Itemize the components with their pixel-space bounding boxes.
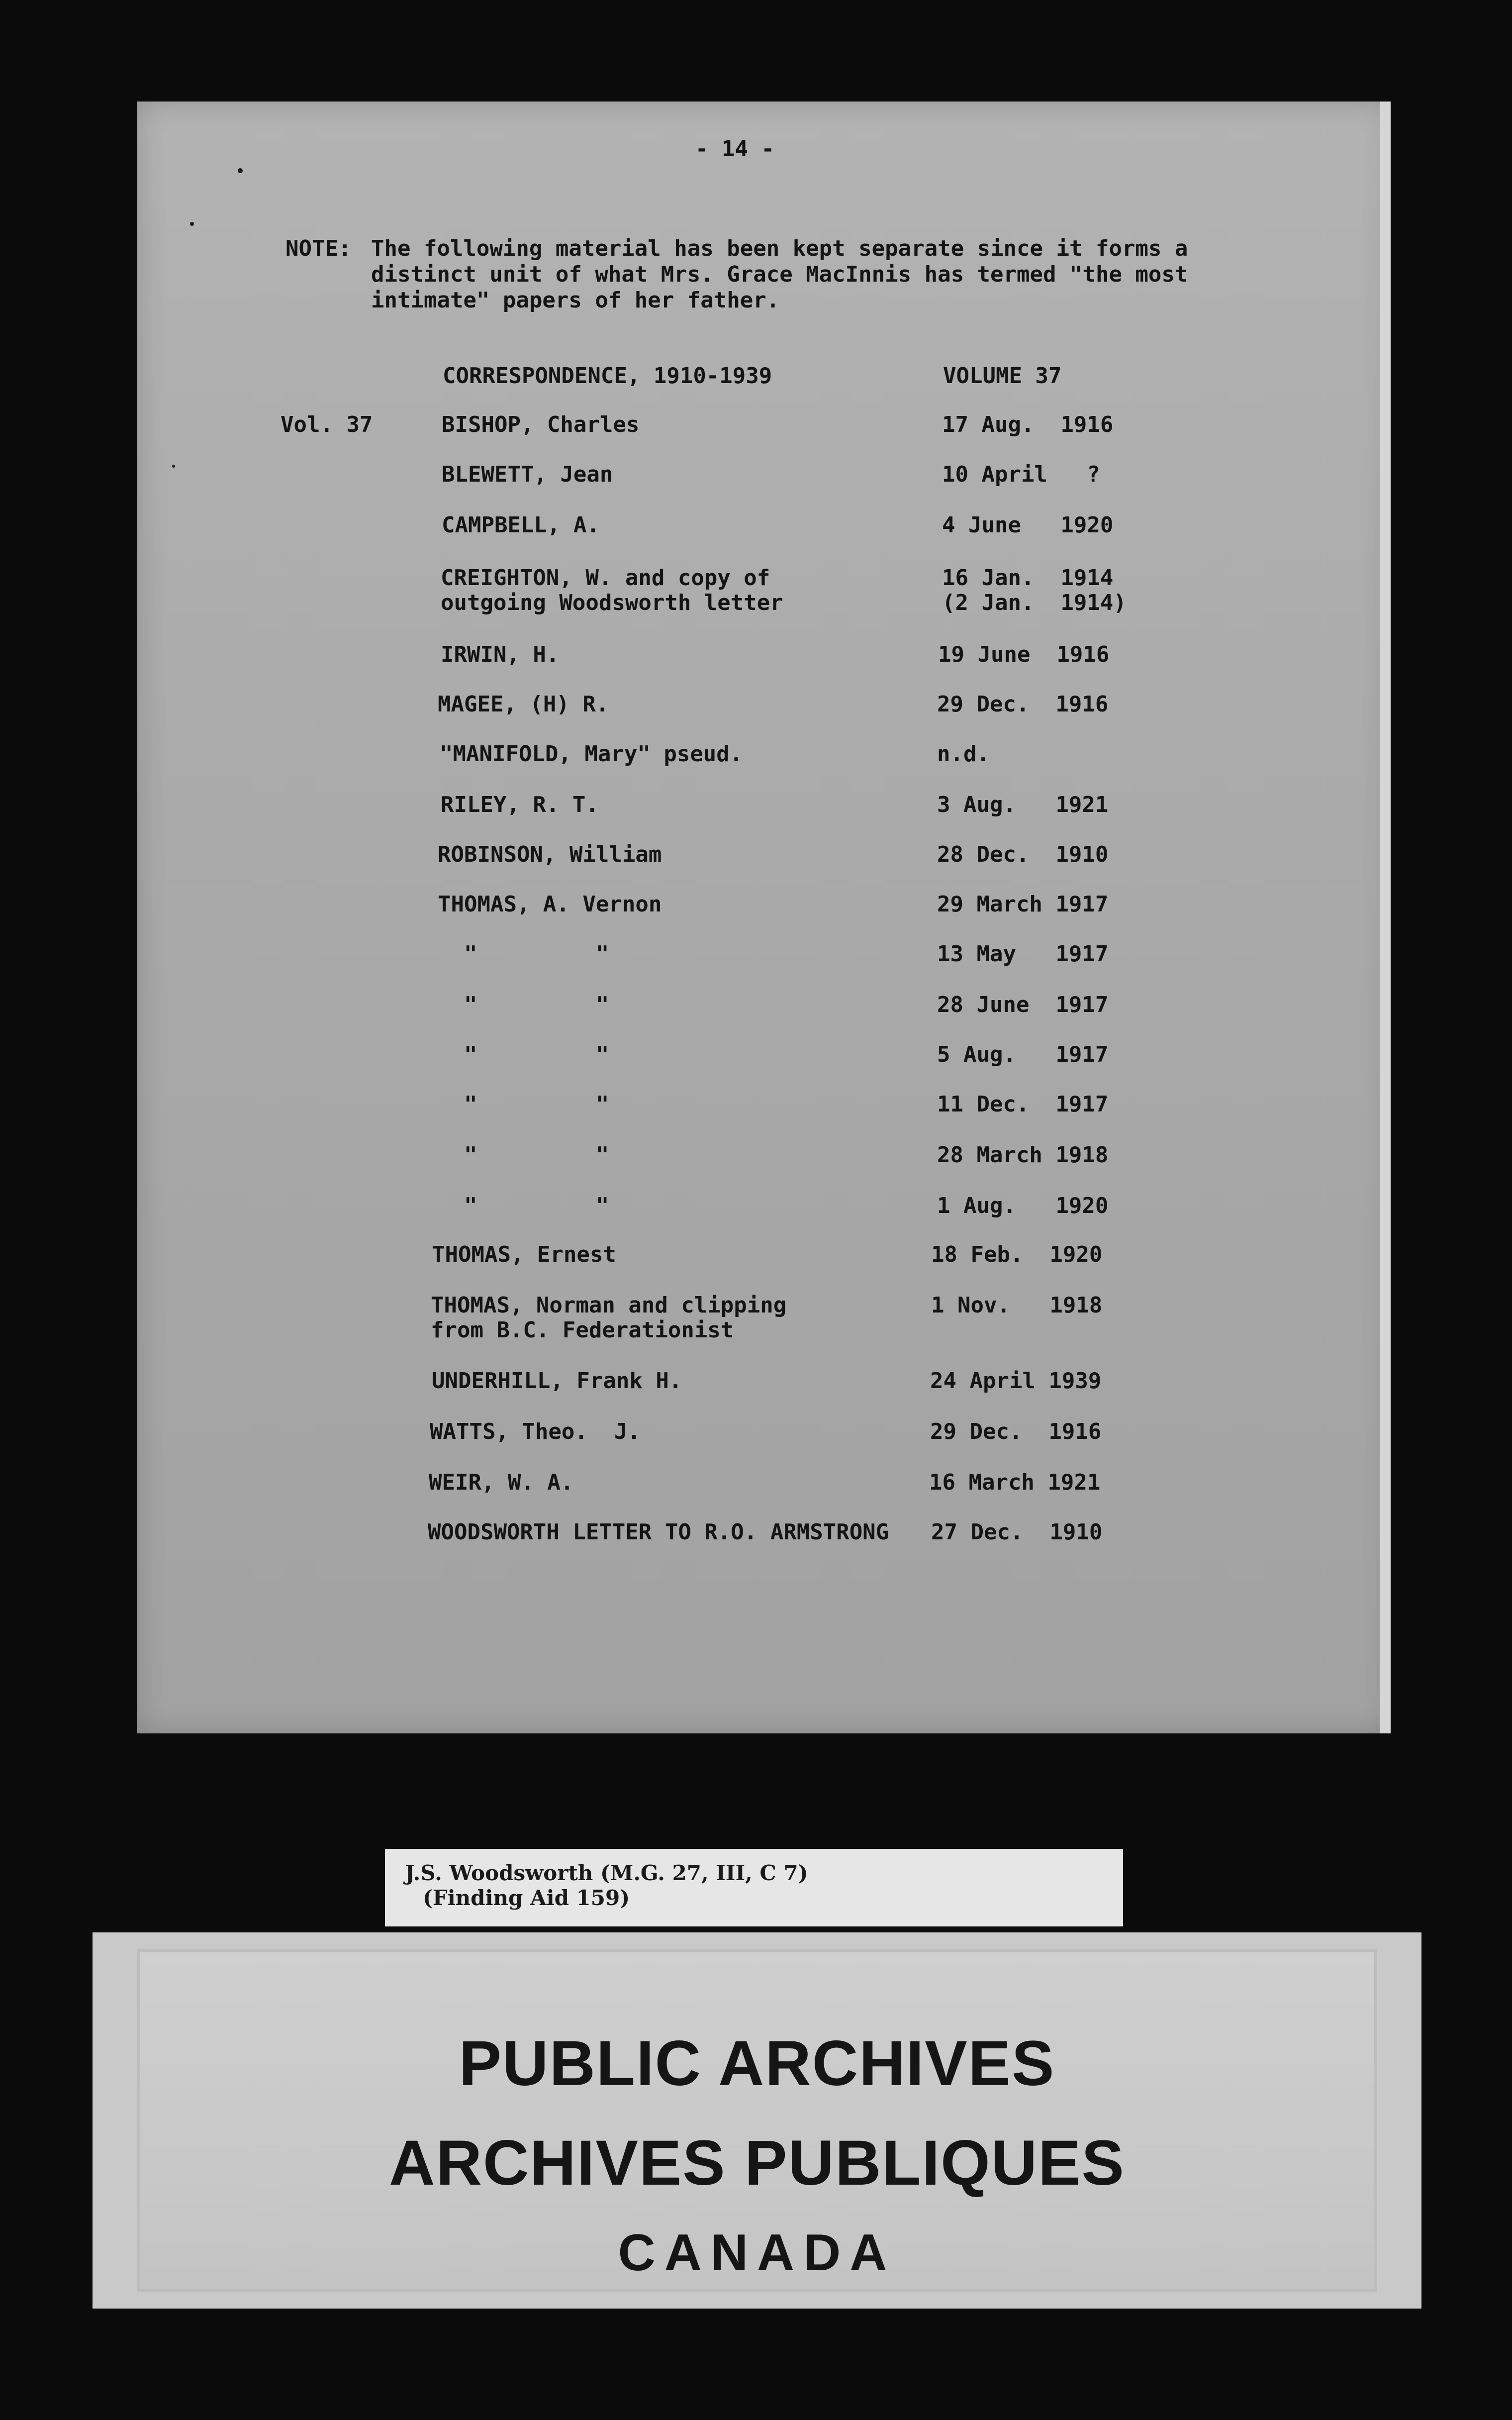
entry-date: 29 Dec. 1916: [930, 1419, 1102, 1444]
entry-date: 28 June 1917: [937, 992, 1109, 1017]
page-number: - 14 -: [695, 136, 774, 162]
entry-name: " ": [438, 1142, 609, 1168]
banner-line-english: PUBLIC ARCHIVES: [459, 2028, 1055, 2099]
entry-date: 3 Aug. 1921: [937, 792, 1109, 817]
finding-aid-label: [385, 1849, 1123, 1926]
banner-card: [140, 1952, 1374, 2289]
entry-name: from B.C. Federationist: [431, 1317, 734, 1343]
note-line: distinct unit of what Mrs. Grace MacInnis has termed "the most: [371, 262, 1188, 287]
note-line: intimate" papers of her father.: [371, 288, 780, 313]
entry-date: 16 Jan. 1914: [942, 565, 1114, 591]
entry-date: n.d.: [937, 741, 990, 767]
entry-date: 27 Dec. 1910: [931, 1519, 1103, 1545]
entry-date: 10 April ?: [942, 462, 1100, 487]
entry-date: 11 Dec. 1917: [937, 1092, 1109, 1117]
entry-date: 24 April 1939: [930, 1368, 1102, 1394]
entry-name: " ": [438, 1042, 609, 1067]
volume-reference: Vol. 37: [281, 412, 373, 437]
entry-date: 29 Dec. 1916: [937, 692, 1109, 717]
entry-date: 28 Dec. 1910: [937, 842, 1109, 867]
entry-name: CREIGHTON, W. and copy of: [441, 565, 770, 591]
entry-name: THOMAS, Ernest: [432, 1242, 616, 1267]
entry-name: THOMAS, A. Vernon: [438, 892, 662, 917]
entry-name: " ": [438, 1092, 609, 1117]
entry-date: 13 May 1917: [937, 941, 1109, 967]
note-line: The following material has been kept separate since it forms a: [371, 236, 1188, 261]
entry-name: CAMPBELL, A.: [442, 512, 600, 538]
entry-date: 5 Aug. 1917: [937, 1042, 1109, 1067]
entry-date: 16 March 1921: [929, 1470, 1101, 1495]
banner-line-country: CANADA: [618, 2224, 896, 2282]
scan-speck: [190, 222, 194, 226]
entry-name: "MANIFOLD, Mary" pseud.: [440, 741, 743, 767]
entry-date: 1 Aug. 1920: [937, 1193, 1109, 1218]
entry-name: " ": [438, 941, 609, 967]
entry-name: WOODSWORTH LETTER TO R.O. ARMSTRONG: [428, 1519, 889, 1545]
correspondence-header: CORRESPONDENCE, 1910-1939: [443, 363, 772, 389]
entry-name: WATTS, Theo. J.: [430, 1419, 641, 1444]
archives-banner: [93, 1932, 1421, 2309]
entry-name: BISHOP, Charles: [442, 412, 640, 437]
scan-speck: [172, 465, 175, 468]
entry-name: outgoing Woodsworth letter: [441, 590, 783, 615]
document-page: [137, 101, 1391, 1733]
entry-name: IRWIN, H.: [441, 642, 560, 667]
entry-date: 4 June 1920: [942, 512, 1114, 538]
scan-speck: [238, 168, 243, 173]
entry-name: THOMAS, Norman and clipping: [431, 1293, 787, 1318]
entry-name: MAGEE, (H) R.: [438, 692, 609, 717]
entry-name: UNDERHILL, Frank H.: [432, 1368, 682, 1394]
entry-name: ROBINSON, William: [438, 842, 662, 867]
entry-date: 18 Feb. 1920: [931, 1242, 1103, 1267]
entry-name: WEIR, W. A.: [429, 1470, 574, 1495]
entry-date: 29 March 1917: [937, 892, 1109, 917]
banner-line-french: ARCHIVES PUBLIQUES: [389, 2127, 1125, 2199]
entry-date: 28 March 1918: [937, 1142, 1109, 1168]
label-line-1: J.S. Woodsworth (M.G. 27, III, C 7): [405, 1861, 808, 1885]
entry-name: RILEY, R. T.: [441, 792, 599, 817]
entry-name: BLEWETT, Jean: [442, 462, 613, 487]
entry-date: 19 June 1916: [938, 642, 1110, 667]
entry-date: (2 Jan. 1914): [942, 590, 1127, 615]
entry-date: 1 Nov. 1918: [931, 1293, 1103, 1318]
entry-date: 17 Aug. 1916: [942, 412, 1114, 437]
note-label: NOTE:: [285, 236, 352, 261]
page-edge: [1380, 101, 1391, 1733]
entry-name: " ": [438, 992, 609, 1017]
volume-header: VOLUME 37: [943, 363, 1062, 389]
label-line-2: (Finding Aid 159): [423, 1886, 630, 1910]
entry-name: " ": [438, 1193, 609, 1218]
